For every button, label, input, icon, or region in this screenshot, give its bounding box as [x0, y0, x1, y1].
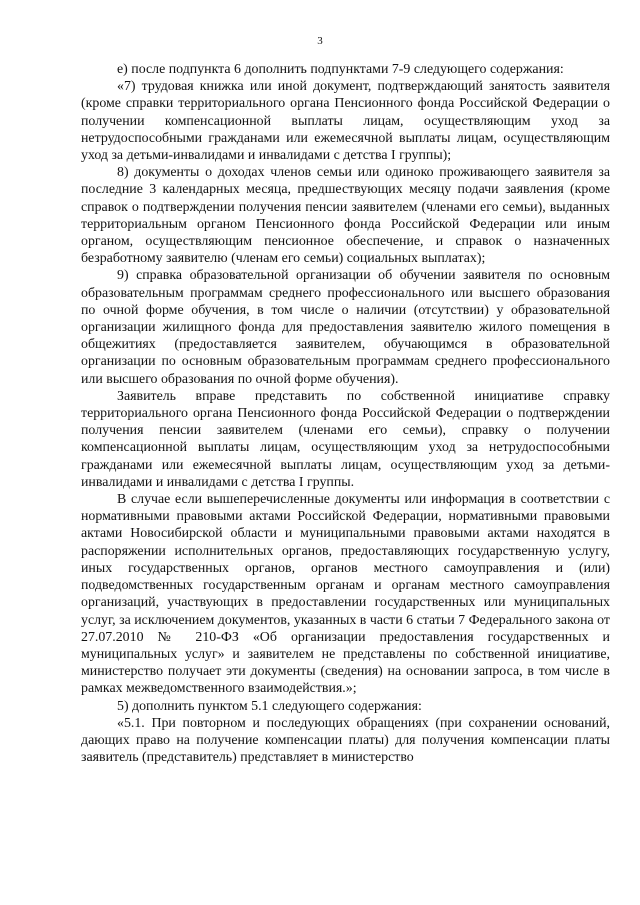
paragraph-interagency: В случае если вышеперечисленные документы или информация в соответствии с нормативными правовыми актами Российской Федерации, нормативными правовыми актами Новосибирской области и муниципальными правовыми актами находятся в распоряжении исполнительных органов, предоставляющих государственную услугу, иных государственных органов, органов местного самоуправления и (или) подведомственных государственным органам и органам местного самоуправления организаций, участвующих в предоставлении государственных или муниципальных услуг, за исключением документов, указанных в части 6 статьи 7 Федерального закона от 27.07.2010 № 210-ФЗ «Об организации предоставления государственных и муниципальных услуг» и заявителем не представлены по собственной инициативе, министерство получает эти документы (сведения) на основании запроса, в том числе в рамках межведомственного взаимодействия.»;	[81, 492, 610, 697]
paragraph-subpoint-e: е) после подпункта 6 дополнить подпунктами 7-9 следующего содержания:	[117, 62, 564, 77]
paragraph-applicant-right: Заявитель вправе представить по собственной инициативе справку территориального органа Пенсионного фонда Российской Федерации о подтверждении получения пенсии заявителем (членами его семьи), справку о получении компенсационной выплаты лицам, осуществляющим уход за нетрудоспособными гражданами или ежемесячной выплаты лицам, осуществляющим уход за детьми-инвалидами и инвалидами с детства I группы.	[81, 388, 610, 490]
paragraph-item-7: «7) трудовая книжка или иной документ, подтверждающий занятость заявителя (кроме справки территориального органа Пенсионного фонда Российской Федерации о получении компенсационной выплаты лицам, осуществляющим уход за нетрудоспособными гражданами или ежемесячной выплаты лицам, осуществляющим уход за детьми-инвалидами и инвалидами с детства I группы);	[81, 79, 610, 164]
paragraph-item-8: 8) документы о доходах членов семьи или одиноко проживающего заявителя за последние 3 календарных месяца, предшествующих месяцу подачи заявления (кроме справок о подтверждении получения пенсии заявителем (членами его семьи), выданных территориальным органом Пенсионного фонда Российской Федерации или иным органом, осуществляющим пенсионное обеспечение, и справок о назначенных безработному заявителю (членам его семьи) социальных выплатах);	[81, 165, 610, 267]
paragraph-item-5: 5) дополнить пунктом 5.1 следующего содержания:	[117, 698, 422, 714]
page-number: 3	[317, 35, 323, 47]
paragraph-item-9: 9) справка образовательной организации об обучении заявителя по основным образовательным программам среднего профессионального или высшего образования по очной форме обучения, в том числе о наличии (отсутствии) у образовательной организации жилищного фонда для предоставления заявителю жилого помещения в общежитиях (предоставляется заявителем, обучающимся в образовательной организации по основным образовательным программам среднего профессионального или высшего образования по очной форме обучения).	[81, 268, 610, 387]
document-body	[81, 61, 610, 766]
paragraph-item-5-1: «5.1. При повторном и последующих обращениях (при сохранении оснований, дающих право на получение компенсации платы) для получения компенсации платы заявитель (представитель) представляет в министерство	[81, 715, 610, 766]
